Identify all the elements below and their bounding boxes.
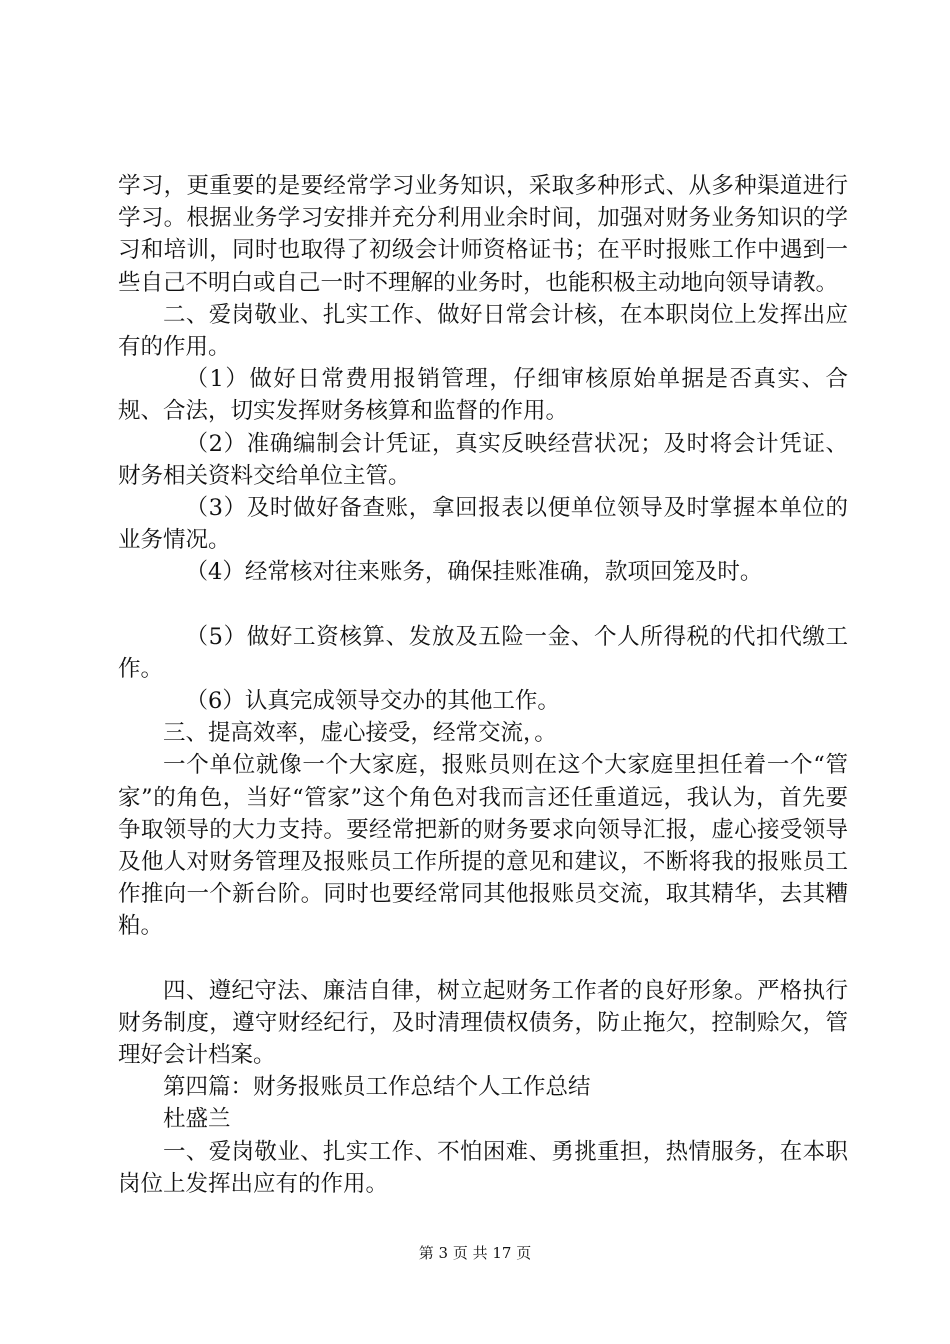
- list-item-4: （4）经常核对往来账务，确保挂账准确，款项回笼及时。: [185, 559, 763, 586]
- list-item-5: （5）做好工资核算、发放及五险一金、个人所得税的代扣代缴工作。: [118, 623, 848, 682]
- heading-section-1: 一、爱岗敬业、扎实工作、不怕困难、勇挑重担，热情服务，在本职岗位上发挥出应有的作用。: [118, 1138, 848, 1197]
- document-body: [118, 170, 848, 1200]
- list-item-1: （1）做好日常费用报销管理，仔细审核原始单据是否真实、合规、合法，切实发挥财务核算和监督的作用。: [118, 366, 848, 425]
- list-item-6: （6）认真完成领导交办的其他工作。: [185, 688, 560, 715]
- heading-section-4: 四、遵纪守法、廉洁自律，树立起财务工作者的良好形象。严格执行财务制度，遵守财经纪行，及时清理债权债务，防止拖欠，控制赊欠，管理好会计档案。: [118, 977, 848, 1069]
- heading-section-3: 三、提高效率，虚心接受，经常交流，。: [163, 720, 557, 747]
- paragraph-communication: 一个单位就像一个大家庭，报账员则在这个大家庭里担任着一个“管家”的角色，当好“管家”这个角色对我而言还任重道远，我认为，首先要争取领导的大力支持。要经常把新的财务要求向领导汇报，虚心接受领导及他人对财务管理及报账员工作所提的意见和建议，不断将我的报账员工作推向一个新台阶。同时也要经常同其他报账员交流，取其精华，去其糟粕。: [118, 752, 848, 940]
- author-name: 杜盛兰: [163, 1106, 231, 1133]
- list-item-3: （3）及时做好备查账，拿回报表以便单位领导及时掌握本单位的业务情况。: [118, 495, 848, 554]
- heading-section-2: 二、爱岗敬业、扎实工作、做好日常会计核，在本职岗位上发挥出应有的作用。: [118, 301, 848, 361]
- list-item-2: （2）准确编制会计凭证，真实反映经营状况；及时将会计凭证、财务相关资料交给单位主管。: [118, 430, 848, 489]
- paragraph-study: 学习，更重要的是要经常学习业务知识，采取多种形式、从多种渠道进行学习。根据业务学习安排并充分利用业余时间，加强对财务业务知识的学习和培训，同时也取得了初级会计师资格证书；在平时报账工作中遇到一些自己不明白或自己一时不理解的业务时，也能积极主动地向领导请教。: [118, 173, 848, 296]
- chapter-title: 第四篇：财务报账员工作总结个人工作总结: [163, 1074, 591, 1101]
- page-footer: 第 3 页 共 17 页: [418, 1244, 532, 1262]
